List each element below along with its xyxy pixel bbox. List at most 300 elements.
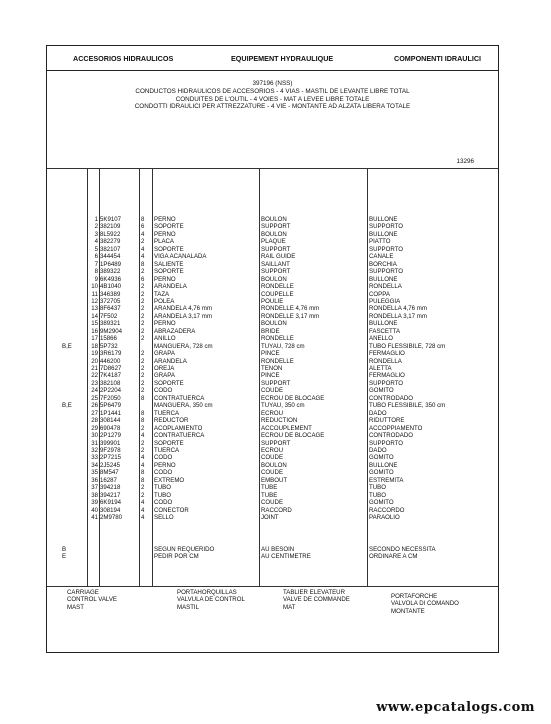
cell-fr: TUBE bbox=[261, 491, 278, 499]
cell-num: 35 bbox=[91, 469, 98, 477]
cell-qty: 4 bbox=[141, 499, 145, 507]
cell-part: 446200 bbox=[100, 357, 121, 365]
cell-it: BULLONE bbox=[369, 275, 398, 283]
cell-es: MANGUERA, 728 cm bbox=[154, 342, 213, 350]
cell-it: DADO bbox=[369, 446, 387, 454]
cell-es: TUBO bbox=[154, 491, 171, 499]
cell-fr: ACCOUPLEMENT bbox=[261, 424, 312, 432]
cell-part: 4B1040 bbox=[100, 283, 122, 291]
group-title bbox=[47, 80, 498, 111]
cell-fr: BOULON bbox=[261, 216, 287, 223]
cell-it: SUPPORTO bbox=[369, 268, 403, 276]
cell-qty: 4 bbox=[141, 506, 145, 514]
cell-es: SALIENTE bbox=[154, 260, 184, 268]
cell-num: 25 bbox=[91, 394, 98, 402]
cell-es: CONTRATUERCA bbox=[154, 394, 205, 402]
footer-item: VALVOLA DI COMANDO bbox=[391, 600, 459, 608]
cell-fr: COUDE bbox=[261, 499, 284, 507]
cell-es: TUERCA bbox=[154, 446, 180, 454]
cell-fr: BRIDE bbox=[261, 327, 280, 335]
table-row bbox=[47, 492, 498, 499]
cell-es: PERNO bbox=[154, 320, 176, 328]
cell-num: 7 bbox=[94, 260, 98, 268]
cell-es: ARANDELA 3,17 mm bbox=[154, 312, 212, 320]
cell-es: EXTREMO bbox=[154, 476, 185, 484]
table-bottom-rule bbox=[47, 586, 498, 587]
cell-es: CODO bbox=[154, 469, 173, 477]
cell-qty: 2 bbox=[141, 238, 145, 246]
cell-part: 5P732 bbox=[100, 342, 118, 350]
cell-part: 2J5245 bbox=[100, 461, 120, 469]
cell-num: 22 bbox=[91, 372, 98, 380]
cell-part: 394218 bbox=[100, 484, 121, 492]
cell-part: 690478 bbox=[100, 424, 121, 432]
table-row bbox=[47, 238, 498, 245]
cell-it: ESTREMITA bbox=[369, 476, 404, 484]
cell-fr: RONDELLE 4,76 mm bbox=[261, 305, 320, 313]
table-row bbox=[47, 231, 498, 238]
cell-note: B,E bbox=[62, 342, 72, 350]
cell-part: 2P7215 bbox=[100, 454, 122, 462]
cell-es: GRAPA bbox=[154, 372, 175, 380]
header-it: COMPONENTI IDRAULICI bbox=[394, 54, 482, 63]
cell-qty: 8 bbox=[141, 260, 145, 268]
table-row bbox=[47, 454, 498, 461]
table-row bbox=[47, 350, 498, 357]
cell-part: 3R6179 bbox=[100, 350, 122, 358]
table-row bbox=[47, 447, 498, 454]
legend-it: SECONDO NECESSITA bbox=[369, 546, 436, 553]
footer-item: CARRIAGE bbox=[67, 589, 99, 596]
cell-fr: RONDELLE bbox=[261, 357, 294, 365]
cell-es: ARANDELA 4,76 mm bbox=[154, 305, 212, 313]
cell-es: CONECTOR bbox=[154, 506, 189, 514]
cell-qty: 2 bbox=[141, 372, 145, 380]
table-row bbox=[47, 395, 498, 402]
cell-num: 27 bbox=[91, 409, 98, 417]
cell-qty: 6 bbox=[141, 275, 145, 283]
cell-part: 7F502 bbox=[100, 312, 118, 320]
cell-part: 346389 bbox=[100, 290, 121, 298]
table-row bbox=[47, 417, 498, 424]
table-row bbox=[47, 291, 498, 298]
cell-num: 34 bbox=[91, 461, 98, 469]
cell-qty: 2 bbox=[141, 484, 145, 492]
cell-num: 19 bbox=[91, 350, 98, 358]
cell-it: ANELLO bbox=[369, 335, 394, 343]
cell-it: PIATTO bbox=[369, 238, 391, 246]
table-row bbox=[47, 410, 498, 417]
cell-qty: 2 bbox=[141, 327, 145, 335]
footer-en bbox=[67, 589, 117, 611]
cell-es: TAZA bbox=[154, 290, 170, 298]
cell-it: FERMAGLIO bbox=[369, 372, 405, 380]
table-row bbox=[47, 365, 498, 372]
table-row bbox=[47, 462, 498, 469]
cell-qty: 4 bbox=[141, 514, 145, 521]
watermark-text: www.epcatalogs.com bbox=[376, 700, 535, 715]
cell-qty: 2 bbox=[141, 283, 145, 291]
cell-part: 5K9107 bbox=[100, 216, 122, 223]
cell-qty: 2 bbox=[141, 446, 145, 454]
cell-it: TUBO FLESSIBILE, 350 cm bbox=[369, 402, 446, 410]
cell-it: SUPPORTO bbox=[369, 223, 403, 231]
cell-qty: 4 bbox=[141, 230, 145, 238]
cell-qty: 2 bbox=[141, 424, 145, 432]
table-row bbox=[47, 320, 498, 327]
cell-fr: BOULON bbox=[261, 461, 287, 469]
footer-item: MAST bbox=[67, 603, 84, 611]
cell-num: 9 bbox=[94, 275, 98, 283]
cell-fr: EMBOUT bbox=[261, 476, 288, 484]
footer-item: VALVULA DE CONTROL bbox=[177, 596, 245, 604]
legend-code: E bbox=[62, 553, 67, 561]
cell-it: BORCHIA bbox=[369, 260, 397, 268]
cell-part: 15866 bbox=[100, 335, 117, 343]
cell-qty: 4 bbox=[141, 253, 145, 261]
cell-part: 6K9194 bbox=[100, 499, 122, 507]
cell-qty: 4 bbox=[141, 245, 145, 253]
cell-qty: 8 bbox=[141, 417, 145, 425]
cell-it: BULLONE bbox=[369, 216, 398, 223]
cell-part: 9F2978 bbox=[100, 446, 121, 454]
header-es: ACCESORIOS HIDRAULICOS bbox=[73, 54, 174, 63]
cell-num: 38 bbox=[91, 491, 98, 499]
footer-fr bbox=[283, 589, 350, 611]
cell-part: 2P2204 bbox=[100, 387, 122, 395]
legend-it: ORDINARE A CM bbox=[369, 553, 418, 561]
cell-es: OREJA bbox=[154, 365, 175, 372]
cell-fr: ECROU bbox=[261, 409, 284, 417]
footer-item: TABLIER ELEVATEUR bbox=[283, 589, 345, 596]
footer-item: MAT bbox=[283, 603, 296, 611]
cell-fr: RACCORD bbox=[261, 506, 292, 514]
cell-fr: TUYAU, 350 cm bbox=[261, 402, 305, 410]
table-row bbox=[47, 380, 498, 387]
table-row bbox=[47, 358, 498, 365]
page-number: 13296 bbox=[456, 158, 474, 165]
cell-part: 7K4187 bbox=[100, 372, 122, 380]
cell-num: 16 bbox=[91, 327, 98, 335]
cell-fr: SUPPORT bbox=[261, 379, 291, 387]
cell-it: COPPA bbox=[369, 290, 390, 298]
cell-it: CANALE bbox=[369, 253, 394, 261]
cell-it: RONDELLA 3,17 mm bbox=[369, 312, 427, 320]
cell-num: 10 bbox=[91, 283, 98, 291]
cell-fr: COUDE bbox=[261, 387, 284, 395]
cell-es: SELLO bbox=[154, 514, 174, 521]
cell-num: 23 bbox=[91, 379, 98, 387]
cell-es: REDUCTOR bbox=[154, 417, 189, 425]
table-row bbox=[47, 402, 498, 409]
cell-part: 308144 bbox=[100, 417, 121, 425]
cell-qty: 2 bbox=[141, 312, 145, 320]
cell-fr: COUDE bbox=[261, 469, 284, 477]
table-row bbox=[47, 343, 498, 350]
table-row bbox=[47, 253, 498, 260]
cell-qty: 2 bbox=[141, 320, 145, 328]
footer-item: MASTIL bbox=[177, 603, 200, 611]
cell-num: 30 bbox=[91, 432, 98, 440]
cell-num: 28 bbox=[91, 417, 98, 425]
cell-part: 382279 bbox=[100, 238, 121, 246]
cell-it: RONDELLA 4,76 mm bbox=[369, 305, 427, 313]
cell-es: CODO bbox=[154, 387, 173, 395]
footer-it bbox=[391, 593, 459, 615]
cell-it: SUPPORTO bbox=[369, 245, 403, 253]
cell-fr: TENON bbox=[261, 365, 283, 372]
cell-qty: 2 bbox=[141, 268, 145, 276]
cell-fr: BOULON bbox=[261, 275, 287, 283]
cell-es: GRAPA bbox=[154, 350, 175, 358]
cell-part: 308194 bbox=[100, 506, 121, 514]
cell-es: TUBO bbox=[154, 484, 171, 492]
cell-qty: 2 bbox=[141, 290, 145, 298]
cell-fr: JOINT bbox=[261, 514, 279, 521]
cell-es: CONTRATUERCA bbox=[154, 432, 205, 440]
cell-fr: BOULON bbox=[261, 320, 287, 328]
cell-part: 9M2904 bbox=[100, 327, 123, 335]
cell-fr: BOULON bbox=[261, 230, 287, 238]
cell-fr: ECROU DE BLOCAGE bbox=[261, 432, 325, 440]
table-row bbox=[47, 261, 498, 268]
table-row bbox=[47, 484, 498, 491]
cell-num: 32 bbox=[91, 446, 98, 454]
cell-es: PERNO bbox=[154, 216, 176, 223]
legend-fr: AU CENTIMETRE bbox=[261, 553, 311, 561]
cell-part: 389322 bbox=[100, 268, 121, 276]
cell-num: 31 bbox=[91, 439, 98, 447]
cell-it: DADO bbox=[369, 409, 387, 417]
table-row bbox=[47, 283, 498, 290]
cell-fr: SUPPORT bbox=[261, 439, 291, 447]
cell-num: 5 bbox=[94, 245, 98, 253]
cell-it: BULLONE bbox=[369, 461, 398, 469]
table-row bbox=[47, 223, 498, 230]
group-title-line: CONDOTTI IDRAULICI PER ATTREZZATURE - 4 VIE - MONTANTE AD ALZATA LIBERA TOTALE bbox=[134, 103, 411, 111]
cell-it: GOMITO bbox=[369, 454, 394, 462]
cell-it: GOMITO bbox=[369, 469, 394, 477]
cell-fr: RAIL GUIDE bbox=[261, 253, 296, 261]
cell-num: 21 bbox=[91, 365, 98, 372]
table-row bbox=[47, 432, 498, 439]
cell-it: RIDUTTORE bbox=[369, 417, 405, 425]
cell-es: CODO bbox=[154, 454, 173, 462]
cell-qty: 2 bbox=[141, 387, 145, 395]
cell-part: 8F6437 bbox=[100, 305, 121, 313]
cell-num: 14 bbox=[91, 312, 98, 320]
cell-part: 389321 bbox=[100, 320, 121, 328]
cell-it: BULLONE bbox=[369, 320, 398, 328]
cell-num: 6 bbox=[94, 253, 98, 261]
cell-part: 382108 bbox=[100, 379, 121, 387]
cell-it: ACCOPPIAMENTO bbox=[369, 424, 423, 432]
catalog-page bbox=[46, 45, 499, 653]
cell-fr: PINCE bbox=[261, 350, 280, 358]
parts-table bbox=[47, 168, 498, 586]
footer-item: MONTANTE bbox=[391, 607, 425, 615]
cell-qty: 2 bbox=[141, 439, 145, 447]
cell-part: 382107 bbox=[100, 245, 121, 253]
cell-es: POLEA bbox=[154, 297, 175, 305]
cell-fr: TUYAU, 728 cm bbox=[261, 342, 305, 350]
table-row bbox=[47, 425, 498, 432]
cell-it: GOMITO bbox=[369, 387, 394, 395]
cell-fr: COUPELLE bbox=[261, 290, 294, 298]
cell-num: 37 bbox=[91, 484, 98, 492]
cell-qty: 2 bbox=[141, 379, 145, 387]
cell-fr: SUPPORT bbox=[261, 223, 291, 231]
table-row bbox=[47, 298, 498, 305]
cell-part: 1P1441 bbox=[100, 409, 122, 417]
group-title-line: CONDUCTOS HIDRAULICOS DE ACCESORIOS - 4 VIAS - MASTIL DE LEVANTE LIBRE TOTAL bbox=[135, 87, 410, 95]
cell-es: ARANDELA bbox=[154, 357, 187, 365]
cell-es: PLACA bbox=[154, 238, 174, 246]
cell-part: 16287 bbox=[100, 476, 117, 484]
cell-es: SOPORTE bbox=[154, 245, 184, 253]
cell-it: RONDELLA bbox=[369, 357, 402, 365]
cell-it: FERMAGLIO bbox=[369, 350, 405, 358]
table-row bbox=[47, 216, 498, 223]
cell-part: 344454 bbox=[100, 253, 121, 261]
cell-fr: RONDELLE bbox=[261, 335, 294, 343]
table-row bbox=[47, 507, 498, 514]
table-row bbox=[47, 469, 498, 476]
table-row bbox=[47, 276, 498, 283]
cell-part: 1P6489 bbox=[100, 260, 122, 268]
footer-item: PORTAFORCHE bbox=[391, 593, 438, 600]
cell-num: 3 bbox=[94, 230, 98, 238]
cell-fr: ECROU DE BLOCAGE bbox=[261, 394, 325, 402]
table-row bbox=[47, 372, 498, 379]
legend-es: SEGUN REQUERIDO bbox=[154, 546, 215, 553]
cell-it: GOMITO bbox=[369, 499, 394, 507]
table-row bbox=[47, 387, 498, 394]
cell-it: RACCORDO bbox=[369, 506, 405, 514]
cell-es: SOPORTE bbox=[154, 223, 184, 231]
cell-qty: 2 bbox=[141, 335, 145, 343]
cell-it: TUBO FLESSIBILE, 728 cm bbox=[369, 342, 446, 350]
table-row bbox=[47, 514, 498, 521]
table-row bbox=[47, 305, 498, 312]
cell-it: PULEGGIA bbox=[369, 297, 401, 305]
cell-it: ALETTA bbox=[369, 365, 392, 372]
cell-it: SUPPORTO bbox=[369, 439, 403, 447]
cell-fr: REDUCTION bbox=[261, 417, 298, 425]
cell-qty: 4 bbox=[141, 432, 145, 440]
footer-item: CONTROL VALVE bbox=[67, 596, 118, 604]
cell-fr: SUPPORT bbox=[261, 268, 291, 276]
cell-part: 399901 bbox=[100, 439, 121, 447]
cell-qty: 8 bbox=[141, 394, 145, 402]
legend-code: B bbox=[62, 546, 67, 553]
footer-es bbox=[177, 589, 245, 611]
cell-part: 8L5922 bbox=[100, 230, 121, 238]
cell-note: B,E bbox=[62, 402, 72, 410]
cell-num: 4 bbox=[94, 238, 98, 246]
cell-num: 40 bbox=[91, 506, 98, 514]
cell-part: 5P6479 bbox=[100, 402, 122, 410]
cell-num: 8 bbox=[94, 268, 98, 276]
cell-num: 18 bbox=[91, 342, 98, 350]
cell-num: 33 bbox=[91, 454, 98, 462]
group-title-line: 397196 (NSS) bbox=[252, 80, 293, 87]
cell-qty: 2 bbox=[141, 350, 145, 358]
cell-num: 39 bbox=[91, 499, 98, 507]
cell-qty: 2 bbox=[141, 365, 145, 372]
cell-es: PERNO bbox=[154, 275, 176, 283]
cell-es: TUERCA bbox=[154, 409, 180, 417]
table-row bbox=[47, 268, 498, 275]
cell-it: PARAOLIO bbox=[369, 514, 400, 521]
cell-fr: POULIE bbox=[261, 297, 284, 305]
cell-part: 2M9780 bbox=[100, 514, 123, 521]
cell-qty: 8 bbox=[141, 216, 145, 223]
cell-it: TUBO bbox=[369, 484, 386, 492]
cell-num: 2 bbox=[94, 223, 98, 231]
cell-es: ARANDELA bbox=[154, 283, 187, 291]
table-row bbox=[47, 313, 498, 320]
group-title-line: CONDUITES DE L'OUTIL - 4 VOIES - MAT A LEVEE LIBRE TOTALE bbox=[175, 95, 370, 103]
cell-es: SOPORTE bbox=[154, 379, 184, 387]
table-row bbox=[47, 440, 498, 447]
table-top-rule bbox=[47, 168, 498, 169]
cell-es: ABRAZADERA bbox=[154, 327, 196, 335]
cell-num: 1 bbox=[94, 216, 98, 223]
cell-es: SOPORTE bbox=[154, 268, 184, 276]
cell-it: RONDELLA bbox=[369, 283, 402, 291]
cell-fr: COUDE bbox=[261, 454, 284, 462]
cell-qty: 8 bbox=[141, 476, 145, 484]
cell-part: 394217 bbox=[100, 491, 121, 499]
cell-es: SOPORTE bbox=[154, 439, 184, 447]
cell-fr: SUPPORT bbox=[261, 245, 291, 253]
cell-es: MANGUERA, 350 cm bbox=[154, 402, 213, 410]
cell-part: 7F2050 bbox=[100, 394, 121, 402]
cell-part: 6K4936 bbox=[100, 275, 122, 283]
cell-num: 24 bbox=[91, 387, 98, 395]
table-row bbox=[47, 499, 498, 506]
cell-qty: 4 bbox=[141, 454, 145, 462]
cell-fr: SAILLANT bbox=[261, 260, 290, 268]
cell-es: PERNO bbox=[154, 230, 176, 238]
cell-part: 372705 bbox=[100, 297, 121, 305]
cell-num: 15 bbox=[91, 320, 98, 328]
footer-item: PORTAHORQUILLAS bbox=[177, 589, 237, 596]
cell-qty: 4 bbox=[141, 461, 145, 469]
table-row bbox=[47, 477, 498, 484]
cell-part: 8M547 bbox=[100, 469, 119, 477]
cell-es: CODO bbox=[154, 499, 173, 507]
cell-fr: RONDELLE 3,17 mm bbox=[261, 312, 320, 320]
cell-it: CONTRODADO bbox=[369, 394, 414, 402]
cell-num: 17 bbox=[91, 335, 98, 343]
cell-num: 13 bbox=[91, 305, 98, 313]
cell-part: 7D8627 bbox=[100, 365, 122, 372]
cell-it: TUBO bbox=[369, 491, 386, 499]
legend-es: PEDIR POR CM bbox=[154, 553, 199, 561]
cell-num: 29 bbox=[91, 424, 98, 432]
table-row bbox=[47, 335, 498, 342]
cell-es: ACOPLAMIENTO bbox=[154, 424, 203, 432]
cell-it: CONTRODADO bbox=[369, 432, 414, 440]
table-row bbox=[47, 328, 498, 335]
cell-qty: 2 bbox=[141, 305, 145, 313]
cell-qty: 2 bbox=[141, 491, 145, 499]
cell-fr: PINCE bbox=[261, 372, 280, 380]
cell-num: 20 bbox=[91, 357, 98, 365]
cell-es: VIGA ACANALADA bbox=[154, 253, 207, 261]
